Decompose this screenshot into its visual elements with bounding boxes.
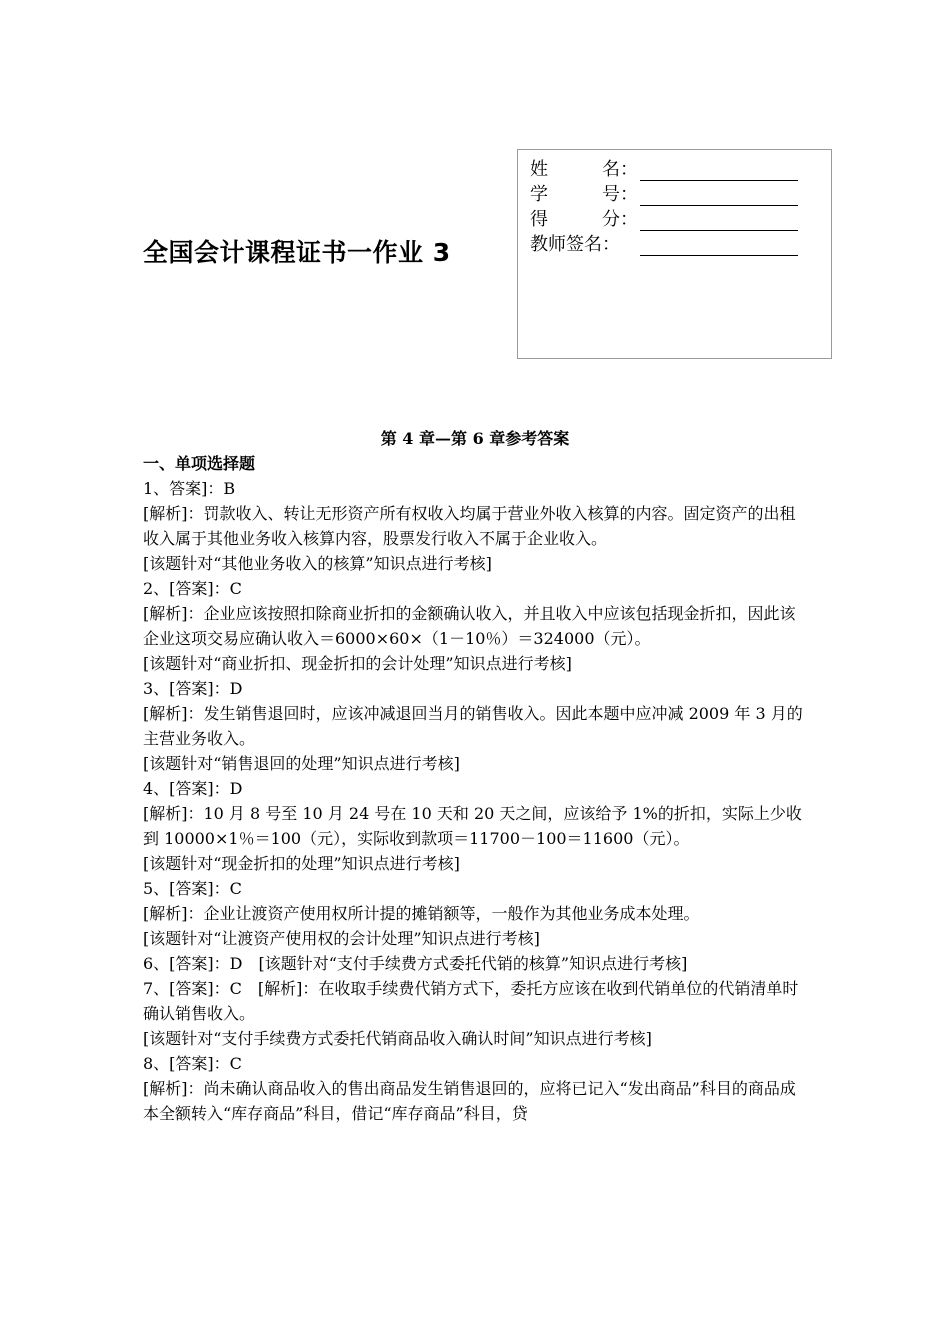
info-label-part: 姓 [530, 159, 548, 180]
topic-line: [该题针对“让渡资产使用权的会计处理”知识点进行考核] [143, 929, 540, 948]
name-blank[interactable] [640, 162, 798, 181]
topic-line: [该题针对“销售退回的处理”知识点进行考核] [143, 754, 460, 773]
signature-blank[interactable] [640, 237, 798, 256]
explanation-line: [解析]：发生销售退回时，应该冲减退回当月的销售收入。因此本题中应冲减 2009 年 3 月的主营业务收入。 [143, 704, 803, 748]
explanation-line: [解析]：企业应该按照扣除商业折扣的金额确认收入，并且收入中应该包括现金折扣，因此该企业这项交易应确认收入＝6000×60×（1－10％）＝324000（元）。 [143, 604, 796, 648]
explanation-line: [解析]：罚款收入、转让无形资产所有权收入均属于营业外收入核算的内容。固定资产的出租收入属于其他业务收入核算内容，股票发行收入不属于企业收入。 [143, 504, 796, 548]
section-title: 第 4 章—第 6 章参考答案 [380, 429, 570, 448]
explanation-line: [解析]：企业让渡资产使用权所计提的摊销额等，一般作为其他业务成本处理。 [143, 904, 700, 923]
info-label [530, 205, 638, 231]
topic-line: [该题针对“其他业务收入的核算”知识点进行考核] [143, 554, 492, 573]
info-label [530, 180, 638, 206]
info-label-part: 得 [530, 209, 548, 230]
answer-content [143, 451, 811, 1126]
info-label-part: 分： [602, 209, 638, 230]
answer-line: 2、[答案]：C [143, 579, 242, 598]
info-label [530, 155, 638, 181]
answer-line: 1、答案]：B [143, 479, 236, 498]
topic-line: [该题针对“商业折扣、现金折扣的会计处理”知识点进行考核] [143, 654, 572, 673]
explanation-line: [解析]：尚未确认商品收入的售出商品发生销售退回的，应将已记入“发出商品”科目的商品成本全额转入“库存商品”科目，借记“库存商品”科目，贷 [143, 1079, 796, 1123]
info-row-id [530, 181, 831, 206]
section-heading: 一、单项选择题 [143, 454, 256, 473]
id-blank[interactable] [640, 187, 798, 206]
info-label [530, 230, 638, 256]
topic-line: [该题针对“支付手续费方式委托代销商品收入确认时间”知识点进行考核] [143, 1029, 652, 1048]
score-blank[interactable] [640, 212, 798, 231]
info-row-score [530, 206, 831, 231]
explanation-line: [解析]：10 月 8 号至 10 月 24 号在 10 天和 20 天之间，应该给予 1%的折扣，实际上少收到 10000×1％＝100（元），实际收到款项＝11700－100＝11600（元）。 [143, 804, 802, 848]
document-title: 全国会计课程证书一作业 3 [143, 238, 451, 267]
answer-line: 4、[答案]：D [143, 779, 243, 798]
answer-line: 3、[答案]：D [143, 679, 243, 698]
info-label-part: 教师签名： [530, 234, 620, 255]
answer-line: 6、[答案]：D [该题针对“支付手续费方式委托代销的核算”知识点进行考核] [143, 954, 688, 973]
answer-line: 8、[答案]：C [143, 1054, 242, 1073]
info-label-part: 名： [602, 159, 638, 180]
answer-line: 5、[答案]：C [143, 879, 242, 898]
topic-line: [该题针对“现金折扣的处理”知识点进行考核] [143, 854, 460, 873]
info-row-signature [530, 231, 831, 256]
info-label-part: 学 [530, 184, 548, 205]
info-label-part: 号： [602, 184, 638, 205]
student-info-box [517, 149, 832, 359]
answer-line: 7、[答案]：C [解析]：在收取手续费代销方式下，委托方应该在收到代销单位的代销清单时确认销售收入。 [143, 979, 799, 1023]
info-row-name [530, 156, 831, 181]
